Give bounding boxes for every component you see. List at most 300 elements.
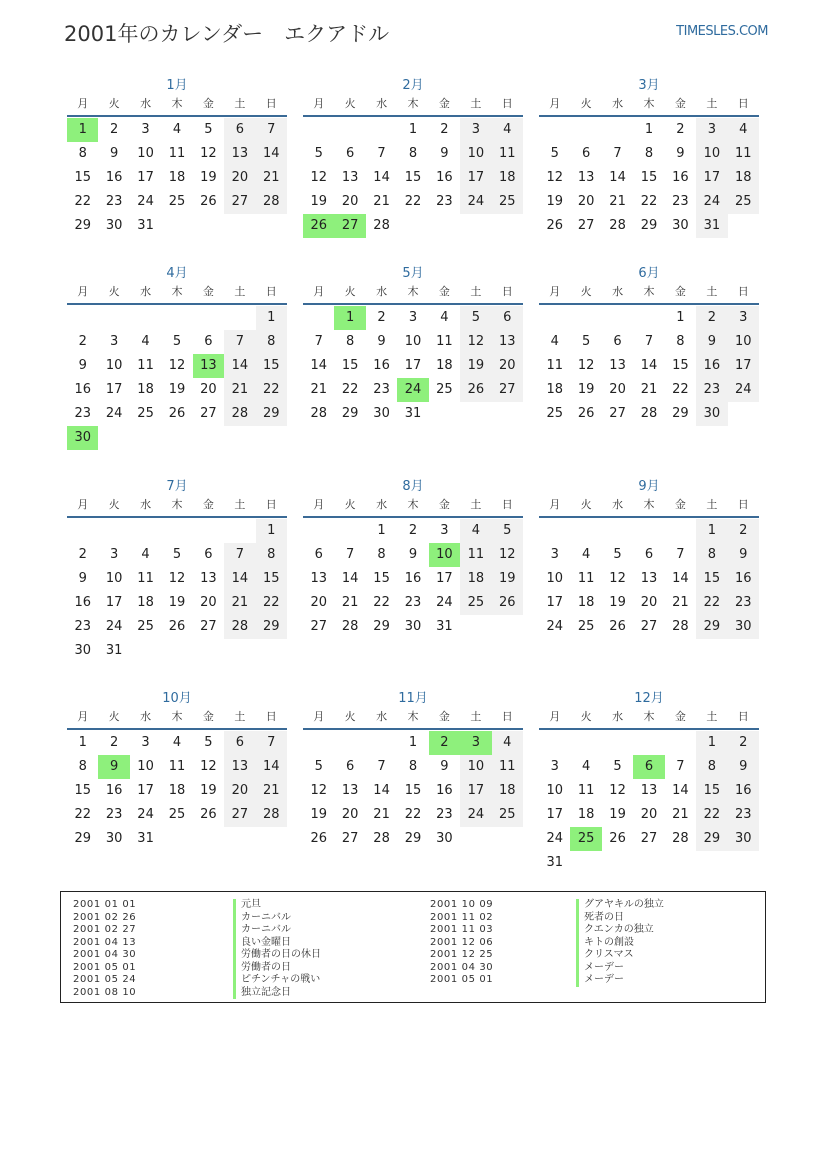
day-cell[interactable]: 4 — [581, 759, 591, 774]
day-cell[interactable]: 23 — [105, 807, 123, 822]
day-cell[interactable]: 15 — [74, 783, 91, 798]
day-cell[interactable]: 5 — [204, 735, 213, 750]
day-cell[interactable]: 6 — [204, 334, 213, 349]
day-cell[interactable]: 6 — [224, 118, 255, 142]
day-cell[interactable]: 12 — [310, 783, 327, 798]
day-cell[interactable]: 13 — [577, 170, 595, 185]
day-cell[interactable]: 28 — [672, 831, 689, 846]
day-cell[interactable]: 7 — [256, 731, 287, 755]
day-cell[interactable]: 12 — [168, 358, 186, 373]
day-cell[interactable]: 3 — [440, 523, 449, 538]
holiday-day-cell[interactable]: 3 — [460, 731, 491, 755]
day-cell[interactable]: 26 — [200, 194, 217, 209]
day-cell[interactable]: 13 — [310, 571, 327, 586]
day-cell[interactable]: 16 — [105, 783, 123, 798]
day-cell[interactable]: 13 — [341, 170, 359, 185]
holiday-day-cell[interactable]: 1 — [334, 306, 365, 330]
day-cell[interactable]: 27 — [200, 406, 217, 421]
day-cell[interactable]: 28 — [373, 831, 390, 846]
day-cell[interactable]: 20 — [492, 354, 523, 378]
day-cell[interactable]: 29 — [256, 615, 287, 639]
day-cell[interactable]: 9 — [377, 334, 386, 349]
holiday-day-cell[interactable]: 13 — [193, 354, 224, 378]
day-cell[interactable]: 24 — [137, 807, 154, 822]
day-cell[interactable]: 19 — [168, 382, 186, 397]
holiday-day-cell[interactable]: 1 — [67, 118, 98, 142]
day-cell[interactable]: 18 — [168, 170, 186, 185]
day-cell[interactable]: 16 — [696, 354, 727, 378]
day-cell[interactable]: 25 — [436, 382, 453, 397]
holiday-day-cell[interactable]: 6 — [633, 755, 664, 779]
day-cell[interactable]: 26 — [168, 406, 186, 421]
day-cell[interactable]: 10 — [137, 146, 154, 161]
day-cell[interactable]: 12 — [200, 146, 217, 161]
day-cell[interactable]: 8 — [676, 334, 685, 349]
day-cell[interactable]: 18 — [577, 595, 595, 610]
day-cell[interactable]: 26 — [460, 378, 491, 402]
day-cell[interactable]: 7 — [676, 759, 685, 774]
day-cell[interactable]: 26 — [310, 831, 327, 846]
day-cell[interactable]: 18 — [577, 807, 595, 822]
day-cell[interactable]: 8 — [408, 759, 418, 774]
day-cell[interactable]: 11 — [137, 571, 154, 586]
day-cell[interactable]: 16 — [672, 170, 689, 185]
day-cell[interactable]: 7 — [345, 547, 355, 562]
day-cell[interactable]: 5 — [172, 547, 182, 562]
day-cell[interactable]: 21 — [310, 382, 327, 397]
day-cell[interactable]: 8 — [644, 146, 654, 161]
day-cell[interactable]: 10 — [546, 783, 563, 798]
day-cell[interactable]: 11 — [168, 759, 186, 774]
day-cell[interactable]: 28 — [640, 406, 658, 421]
day-cell[interactable]: 16 — [728, 567, 759, 591]
day-cell[interactable]: 20 — [200, 595, 217, 610]
day-cell[interactable]: 28 — [310, 406, 327, 421]
day-cell[interactable]: 14 — [672, 571, 689, 586]
day-cell[interactable]: 9 — [676, 146, 685, 161]
day-cell[interactable]: 8 — [78, 759, 87, 774]
day-cell[interactable]: 5 — [314, 759, 323, 774]
day-cell[interactable]: 10 — [105, 571, 123, 586]
day-cell[interactable]: 3 — [728, 306, 759, 330]
day-cell[interactable]: 4 — [460, 519, 491, 543]
day-cell[interactable]: 5 — [204, 122, 213, 137]
day-cell[interactable]: 20 — [341, 194, 359, 209]
holiday-day-cell[interactable]: 27 — [334, 214, 365, 238]
day-cell[interactable]: 15 — [256, 354, 287, 378]
day-cell[interactable]: 28 — [224, 402, 255, 426]
day-cell[interactable]: 29 — [696, 827, 727, 851]
day-cell[interactable]: 19 — [492, 567, 523, 591]
day-cell[interactable]: 25 — [577, 619, 595, 634]
day-cell[interactable]: 27 — [310, 619, 327, 634]
day-cell[interactable]: 13 — [224, 142, 255, 166]
day-cell[interactable]: 11 — [577, 571, 595, 586]
day-cell[interactable]: 5 — [314, 146, 323, 161]
holiday-day-cell[interactable]: 9 — [98, 755, 129, 779]
day-cell[interactable]: 6 — [581, 146, 591, 161]
day-cell[interactable]: 27 — [640, 619, 658, 634]
day-cell[interactable]: 4 — [172, 122, 182, 137]
day-cell[interactable]: 22 — [256, 591, 287, 615]
day-cell[interactable]: 23 — [436, 807, 453, 822]
day-cell[interactable]: 16 — [436, 783, 453, 798]
day-cell[interactable]: 20 — [640, 595, 658, 610]
day-cell[interactable]: 24 — [546, 619, 563, 634]
day-cell[interactable]: 1 — [696, 731, 727, 755]
day-cell[interactable]: 12 — [577, 358, 595, 373]
day-cell[interactable]: 18 — [137, 382, 154, 397]
day-cell[interactable]: 8 — [256, 543, 287, 567]
day-cell[interactable]: 23 — [696, 378, 727, 402]
day-cell[interactable]: 15 — [256, 567, 287, 591]
day-cell[interactable]: 29 — [404, 831, 422, 846]
day-cell[interactable]: 26 — [168, 619, 186, 634]
day-cell[interactable]: 30 — [373, 406, 390, 421]
day-cell[interactable]: 17 — [546, 595, 563, 610]
day-cell[interactable]: 25 — [168, 194, 186, 209]
day-cell[interactable]: 29 — [672, 406, 689, 421]
day-cell[interactable]: 4 — [550, 334, 559, 349]
day-cell[interactable]: 20 — [310, 595, 327, 610]
day-cell[interactable]: 15 — [373, 571, 390, 586]
day-cell[interactable]: 3 — [109, 547, 119, 562]
day-cell[interactable]: 21 — [373, 194, 390, 209]
day-cell[interactable]: 14 — [310, 358, 327, 373]
day-cell[interactable]: 17 — [137, 783, 154, 798]
day-cell[interactable]: 10 — [460, 142, 491, 166]
day-cell[interactable]: 11 — [577, 783, 595, 798]
day-cell[interactable]: 5 — [492, 519, 523, 543]
day-cell[interactable]: 3 — [696, 118, 727, 142]
day-cell[interactable]: 23 — [728, 803, 759, 827]
day-cell[interactable]: 19 — [609, 807, 626, 822]
day-cell[interactable]: 11 — [492, 142, 523, 166]
day-cell[interactable]: 4 — [141, 334, 150, 349]
day-cell[interactable]: 5 — [613, 547, 622, 562]
day-cell[interactable]: 16 — [728, 779, 759, 803]
day-cell[interactable]: 12 — [460, 330, 491, 354]
day-cell[interactable]: 1 — [644, 122, 654, 137]
day-cell[interactable]: 12 — [546, 170, 563, 185]
day-cell[interactable]: 17 — [728, 354, 759, 378]
day-cell[interactable]: 8 — [377, 547, 386, 562]
day-cell[interactable]: 2 — [696, 306, 727, 330]
day-cell[interactable]: 31 — [137, 831, 154, 846]
day-cell[interactable]: 4 — [728, 118, 759, 142]
day-cell[interactable]: 17 — [137, 170, 154, 185]
day-cell[interactable]: 9 — [728, 755, 759, 779]
day-cell[interactable]: 22 — [404, 807, 422, 822]
day-cell[interactable]: 12 — [310, 170, 327, 185]
day-cell[interactable]: 31 — [137, 218, 154, 233]
day-cell[interactable]: 31 — [105, 643, 123, 658]
day-cell[interactable]: 18 — [546, 382, 563, 397]
day-cell[interactable]: 21 — [640, 382, 658, 397]
day-cell[interactable]: 7 — [224, 543, 255, 567]
day-cell[interactable]: 14 — [672, 783, 689, 798]
day-cell[interactable]: 22 — [256, 378, 287, 402]
day-cell[interactable]: 23 — [404, 595, 422, 610]
day-cell[interactable]: 27 — [492, 378, 523, 402]
day-cell[interactable]: 16 — [404, 571, 422, 586]
day-cell[interactable]: 20 — [577, 194, 595, 209]
day-cell[interactable]: 10 — [404, 334, 422, 349]
day-cell[interactable]: 30 — [404, 619, 422, 634]
day-cell[interactable]: 27 — [577, 218, 595, 233]
day-cell[interactable]: 30 — [105, 831, 123, 846]
day-cell[interactable]: 18 — [728, 166, 759, 190]
day-cell[interactable]: 19 — [609, 595, 626, 610]
day-cell[interactable]: 10 — [137, 759, 154, 774]
day-cell[interactable]: 19 — [310, 807, 327, 822]
day-cell[interactable]: 25 — [728, 190, 759, 214]
day-cell[interactable]: 12 — [200, 759, 217, 774]
day-cell[interactable]: 14 — [224, 354, 255, 378]
day-cell[interactable]: 26 — [546, 218, 563, 233]
day-cell[interactable]: 6 — [314, 547, 323, 562]
day-cell[interactable]: 18 — [492, 779, 523, 803]
day-cell[interactable]: 24 — [460, 803, 491, 827]
day-cell[interactable]: 16 — [74, 595, 91, 610]
day-cell[interactable]: 9 — [440, 146, 449, 161]
day-cell[interactable]: 2 — [440, 122, 449, 137]
day-cell[interactable]: 13 — [341, 783, 359, 798]
day-cell[interactable]: 21 — [256, 166, 287, 190]
day-cell[interactable]: 6 — [204, 547, 213, 562]
day-cell[interactable]: 12 — [492, 543, 523, 567]
day-cell[interactable]: 19 — [168, 595, 186, 610]
day-cell[interactable]: 21 — [224, 591, 255, 615]
day-cell[interactable]: 5 — [172, 334, 182, 349]
day-cell[interactable]: 14 — [640, 358, 658, 373]
day-cell[interactable]: 21 — [672, 807, 689, 822]
day-cell[interactable]: 15 — [696, 567, 727, 591]
day-cell[interactable]: 7 — [377, 759, 386, 774]
day-cell[interactable]: 15 — [74, 170, 91, 185]
day-cell[interactable]: 3 — [550, 759, 559, 774]
day-cell[interactable]: 1 — [408, 122, 418, 137]
day-cell[interactable]: 7 — [377, 146, 386, 161]
day-cell[interactable]: 17 — [696, 166, 727, 190]
day-cell[interactable]: 11 — [492, 755, 523, 779]
day-cell[interactable]: 22 — [74, 194, 91, 209]
day-cell[interactable]: 23 — [672, 194, 689, 209]
day-cell[interactable]: 8 — [408, 146, 418, 161]
day-cell[interactable]: 3 — [408, 310, 418, 325]
day-cell[interactable]: 27 — [224, 190, 255, 214]
day-cell[interactable]: 30 — [436, 831, 453, 846]
day-cell[interactable]: 11 — [728, 142, 759, 166]
day-cell[interactable]: 15 — [404, 170, 422, 185]
day-cell[interactable]: 27 — [341, 831, 359, 846]
day-cell[interactable]: 6 — [644, 547, 654, 562]
day-cell[interactable]: 31 — [696, 214, 727, 238]
day-cell[interactable]: 29 — [373, 619, 390, 634]
day-cell[interactable]: 3 — [141, 122, 150, 137]
day-cell[interactable]: 17 — [105, 382, 123, 397]
day-cell[interactable]: 13 — [640, 571, 658, 586]
day-cell[interactable]: 6 — [613, 334, 622, 349]
day-cell[interactable]: 2 — [109, 735, 119, 750]
day-cell[interactable]: 5 — [581, 334, 591, 349]
day-cell[interactable]: 15 — [404, 783, 422, 798]
day-cell[interactable]: 6 — [224, 731, 255, 755]
day-cell[interactable]: 19 — [310, 194, 327, 209]
day-cell[interactable]: 21 — [256, 779, 287, 803]
day-cell[interactable]: 28 — [341, 619, 359, 634]
day-cell[interactable]: 4 — [492, 731, 523, 755]
day-cell[interactable]: 29 — [341, 406, 359, 421]
day-cell[interactable]: 27 — [609, 406, 626, 421]
day-cell[interactable]: 14 — [341, 571, 359, 586]
holiday-day-cell[interactable]: 26 — [303, 214, 334, 238]
day-cell[interactable]: 31 — [546, 855, 563, 870]
day-cell[interactable]: 9 — [440, 759, 449, 774]
day-cell[interactable]: 8 — [256, 330, 287, 354]
day-cell[interactable]: 1 — [256, 519, 287, 543]
day-cell[interactable]: 1 — [696, 519, 727, 543]
day-cell[interactable]: 21 — [341, 595, 359, 610]
day-cell[interactable]: 2 — [728, 731, 759, 755]
day-cell[interactable]: 19 — [460, 354, 491, 378]
day-cell[interactable]: 4 — [492, 118, 523, 142]
day-cell[interactable]: 16 — [373, 358, 390, 373]
day-cell[interactable]: 17 — [460, 779, 491, 803]
day-cell[interactable]: 22 — [672, 382, 689, 397]
day-cell[interactable]: 5 — [460, 306, 491, 330]
day-cell[interactable]: 17 — [436, 571, 453, 586]
day-cell[interactable]: 21 — [609, 194, 626, 209]
day-cell[interactable]: 24 — [460, 190, 491, 214]
day-cell[interactable]: 18 — [492, 166, 523, 190]
day-cell[interactable]: 13 — [200, 571, 217, 586]
day-cell[interactable]: 24 — [696, 190, 727, 214]
day-cell[interactable]: 6 — [345, 146, 355, 161]
day-cell[interactable]: 26 — [200, 807, 217, 822]
day-cell[interactable]: 8 — [696, 543, 727, 567]
day-cell[interactable]: 2 — [78, 334, 87, 349]
day-cell[interactable]: 20 — [609, 382, 626, 397]
day-cell[interactable]: 28 — [672, 619, 689, 634]
day-cell[interactable]: 11 — [436, 334, 453, 349]
day-cell[interactable]: 22 — [696, 591, 727, 615]
day-cell[interactable]: 18 — [137, 595, 154, 610]
day-cell[interactable]: 25 — [137, 619, 154, 634]
day-cell[interactable]: 1 — [377, 523, 386, 538]
day-cell[interactable]: 17 — [105, 595, 123, 610]
day-cell[interactable]: 1 — [256, 306, 287, 330]
day-cell[interactable]: 19 — [200, 170, 217, 185]
holiday-day-cell[interactable]: 30 — [67, 426, 98, 450]
day-cell[interactable]: 11 — [137, 358, 154, 373]
day-cell[interactable]: 7 — [314, 334, 323, 349]
day-cell[interactable]: 2 — [728, 519, 759, 543]
day-cell[interactable]: 10 — [696, 142, 727, 166]
day-cell[interactable]: 28 — [609, 218, 626, 233]
day-cell[interactable]: 22 — [404, 194, 422, 209]
day-cell[interactable]: 21 — [672, 595, 689, 610]
day-cell[interactable]: 9 — [696, 330, 727, 354]
day-cell[interactable]: 23 — [373, 382, 390, 397]
day-cell[interactable]: 3 — [550, 547, 559, 562]
day-cell[interactable]: 27 — [200, 619, 217, 634]
day-cell[interactable]: 8 — [78, 146, 87, 161]
day-cell[interactable]: 26 — [492, 591, 523, 615]
day-cell[interactable]: 31 — [404, 406, 422, 421]
day-cell[interactable]: 20 — [200, 382, 217, 397]
day-cell[interactable]: 24 — [137, 194, 154, 209]
day-cell[interactable]: 23 — [74, 619, 91, 634]
day-cell[interactable]: 17 — [546, 807, 563, 822]
day-cell[interactable]: 25 — [546, 406, 563, 421]
holiday-day-cell[interactable]: 24 — [397, 378, 428, 402]
day-cell[interactable]: 20 — [341, 807, 359, 822]
day-cell[interactable]: 15 — [696, 779, 727, 803]
day-cell[interactable]: 5 — [613, 759, 622, 774]
day-cell[interactable]: 25 — [460, 591, 491, 615]
day-cell[interactable]: 22 — [696, 803, 727, 827]
day-cell[interactable]: 24 — [728, 378, 759, 402]
day-cell[interactable]: 14 — [609, 170, 626, 185]
day-cell[interactable]: 19 — [200, 783, 217, 798]
day-cell[interactable]: 30 — [728, 615, 759, 639]
day-cell[interactable]: 22 — [74, 807, 91, 822]
day-cell[interactable]: 15 — [640, 170, 658, 185]
day-cell[interactable]: 29 — [696, 615, 727, 639]
day-cell[interactable]: 19 — [546, 194, 563, 209]
day-cell[interactable]: 22 — [341, 382, 359, 397]
day-cell[interactable]: 29 — [640, 218, 658, 233]
day-cell[interactable]: 29 — [74, 831, 91, 846]
day-cell[interactable]: 13 — [609, 358, 626, 373]
day-cell[interactable]: 25 — [492, 803, 523, 827]
day-cell[interactable]: 28 — [373, 218, 390, 233]
day-cell[interactable]: 9 — [109, 146, 119, 161]
day-cell[interactable]: 18 — [436, 358, 453, 373]
day-cell[interactable]: 1 — [408, 735, 418, 750]
day-cell[interactable]: 27 — [640, 831, 658, 846]
day-cell[interactable]: 23 — [728, 591, 759, 615]
day-cell[interactable]: 14 — [373, 170, 390, 185]
day-cell[interactable]: 9 — [728, 543, 759, 567]
day-cell[interactable]: 31 — [436, 619, 453, 634]
day-cell[interactable]: 30 — [728, 827, 759, 851]
day-cell[interactable]: 25 — [168, 807, 186, 822]
holiday-day-cell[interactable]: 2 — [429, 731, 460, 755]
day-cell[interactable]: 14 — [256, 142, 287, 166]
day-cell[interactable]: 8 — [345, 334, 355, 349]
day-cell[interactable]: 29 — [256, 402, 287, 426]
day-cell[interactable]: 18 — [460, 567, 491, 591]
day-cell[interactable]: 28 — [224, 615, 255, 639]
day-cell[interactable]: 23 — [105, 194, 123, 209]
day-cell[interactable]: 7 — [256, 118, 287, 142]
day-cell[interactable]: 24 — [105, 406, 123, 421]
day-cell[interactable]: 14 — [256, 755, 287, 779]
day-cell[interactable]: 26 — [609, 619, 626, 634]
day-cell[interactable]: 22 — [373, 595, 390, 610]
day-cell[interactable]: 14 — [373, 783, 390, 798]
day-cell[interactable]: 10 — [460, 755, 491, 779]
day-cell[interactable]: 4 — [440, 310, 449, 325]
day-cell[interactable]: 8 — [696, 755, 727, 779]
day-cell[interactable]: 7 — [644, 334, 654, 349]
day-cell[interactable]: 1 — [676, 310, 685, 325]
day-cell[interactable]: 24 — [105, 619, 123, 634]
day-cell[interactable]: 3 — [109, 334, 119, 349]
day-cell[interactable]: 21 — [224, 378, 255, 402]
